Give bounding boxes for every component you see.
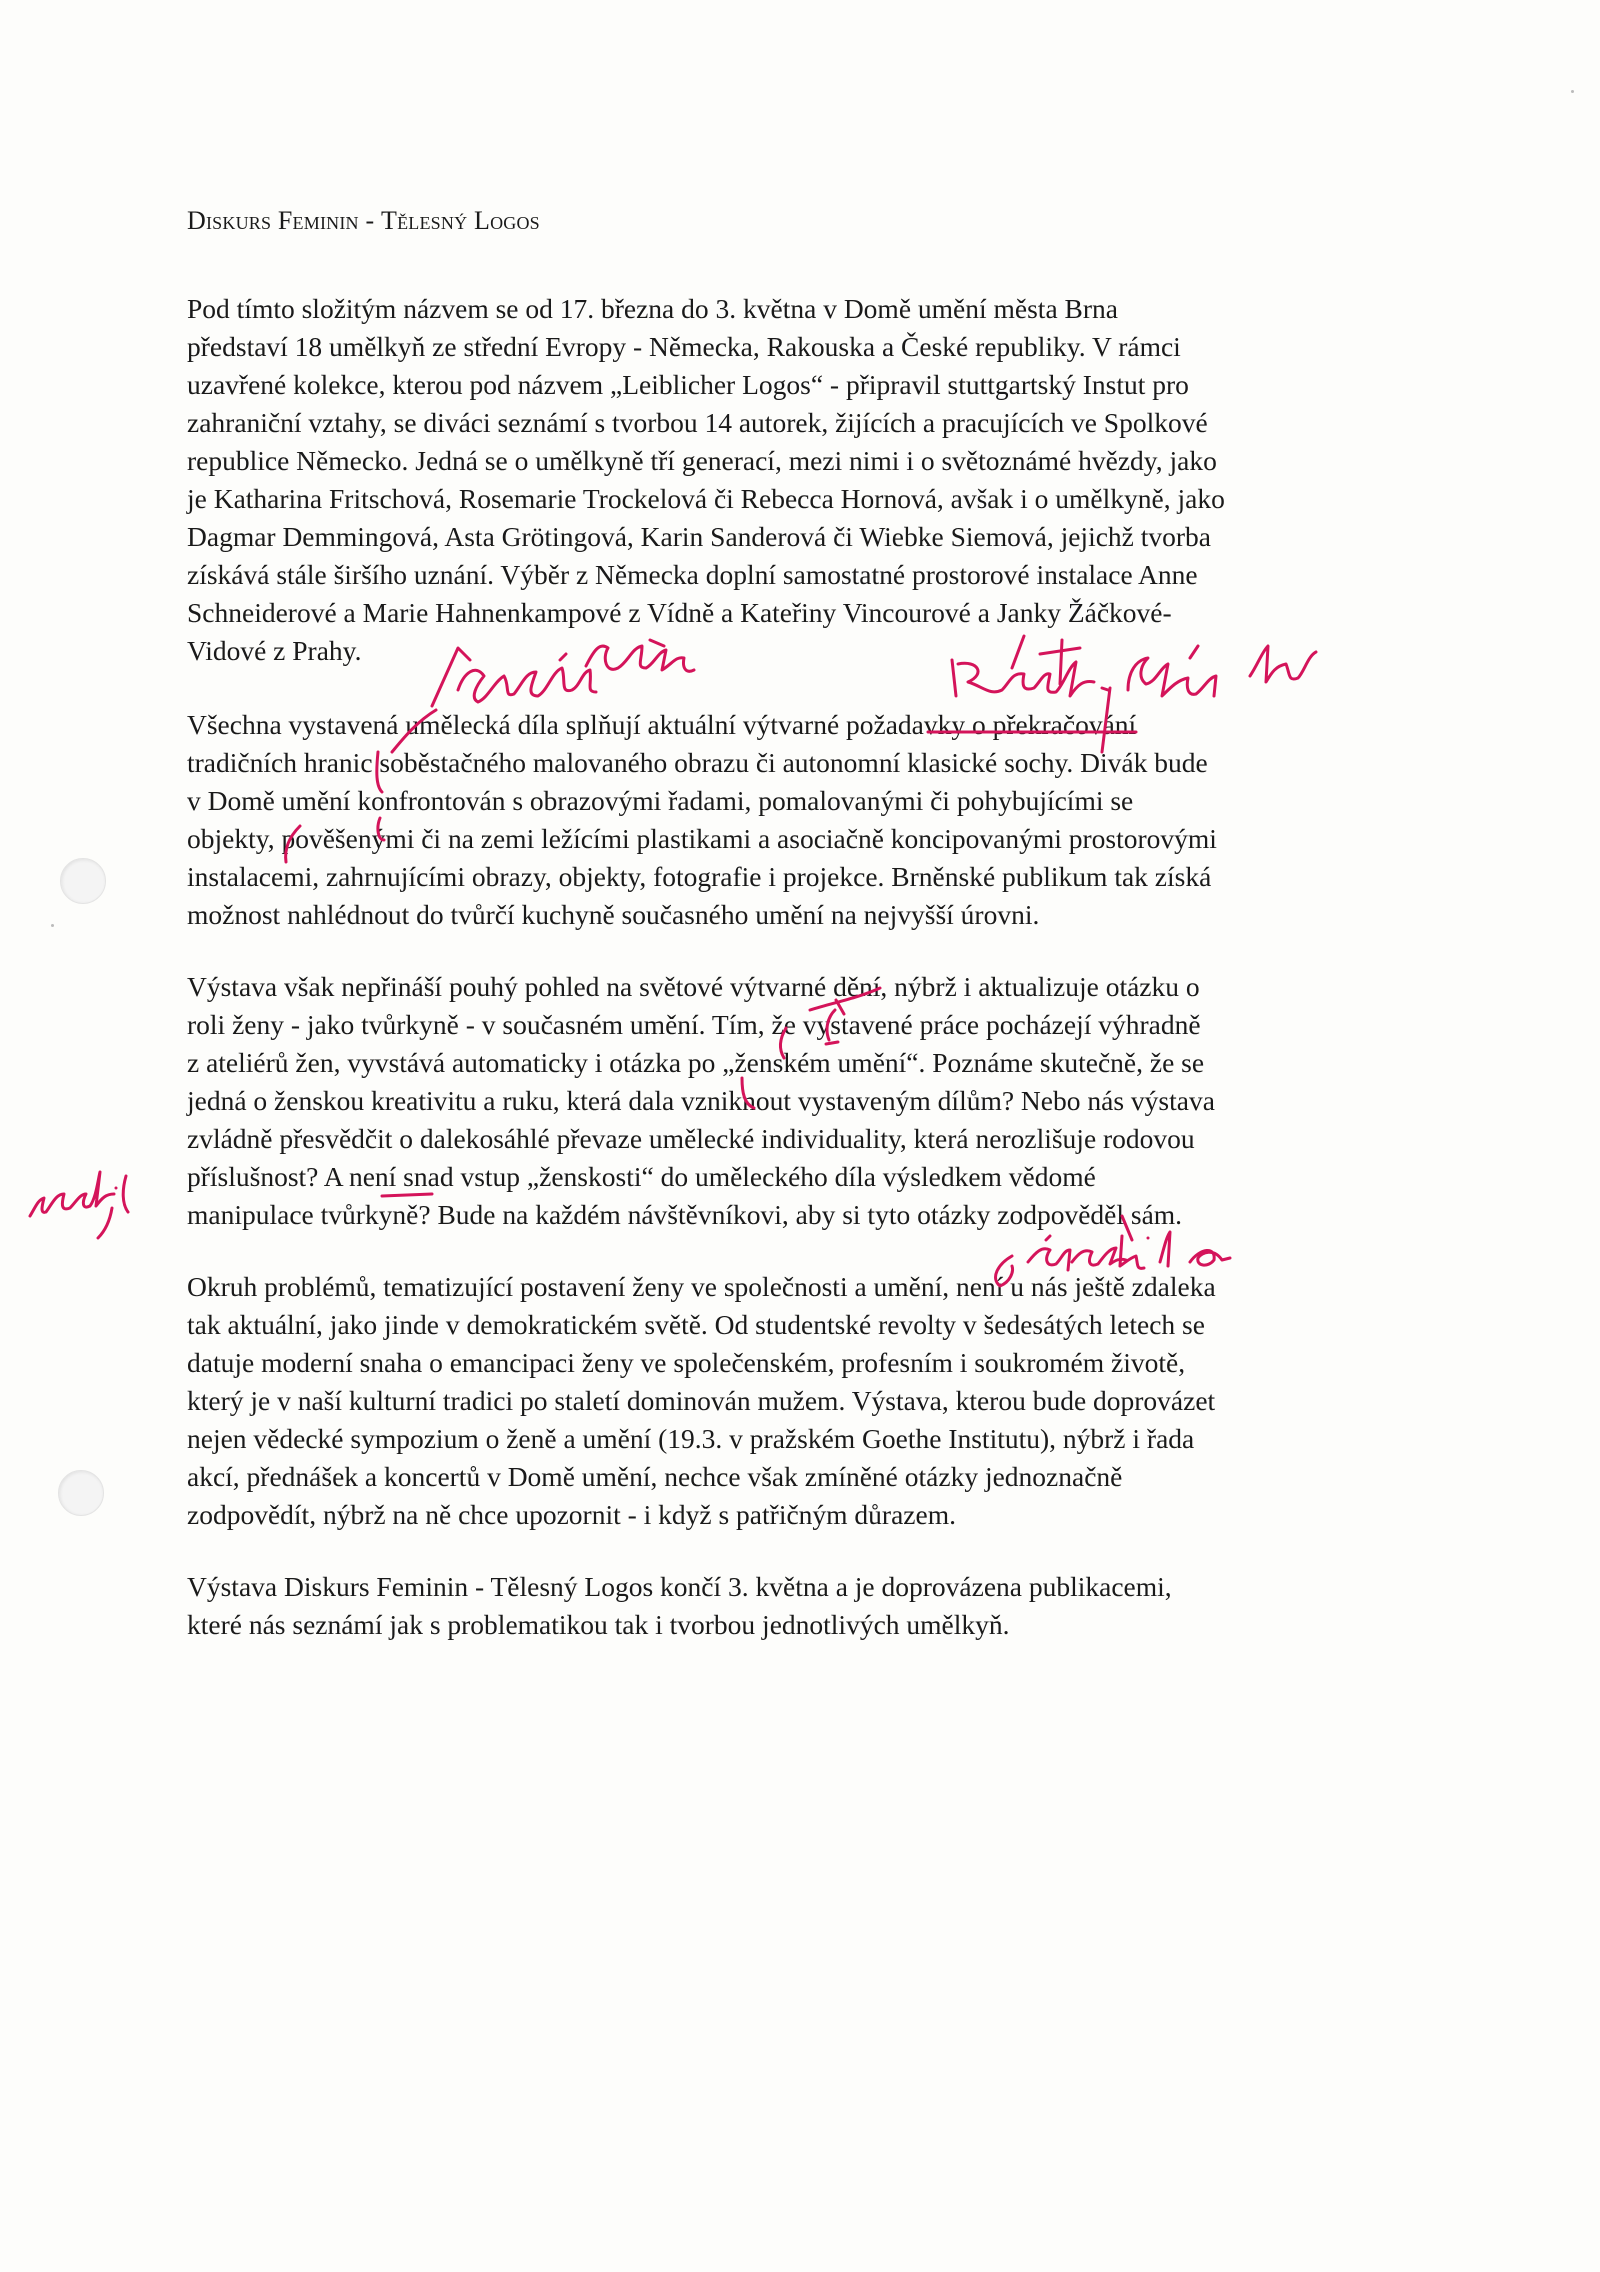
text-line: zodpovědít, nýbrž na ně chce upozornit - i když s patřičným důrazem. (187, 1499, 956, 1530)
text-line: tradičních hranic soběstačného malovaného obrazu či autonomní klasické sochy. Divák bude (187, 747, 1208, 778)
text-line: Výstava Diskurs Feminin - Tělesný Logos končí 3. května a je doprovázena publikacemi, (187, 1571, 1172, 1602)
scan-speck (1571, 90, 1574, 93)
title-part: Diskurs Feminin (187, 206, 359, 235)
margin-note-scribble (30, 1172, 114, 1216)
text-line: Všechna vystavená umělecká díla splňují aktuální výtvarné požadavky o překračování (187, 709, 1137, 740)
text-line: je Katharina Fritschová, Rosemarie Trockelová či Rebecca Hornová, avšak i o umělkyně, jako (187, 483, 1225, 514)
text-line: objekty, pověšenými či na zemi ležícími plastikami a asociačně koncipovanými prostorovými (187, 823, 1217, 854)
text-line: Pod tímto složitým názvem se od 17. března do 3. května v Domě umění města Brna (187, 293, 1118, 324)
punch-hole-bottom (58, 1470, 104, 1516)
text-line: tak aktuální, jako jinde v demokratickém světě. Od studentské revolty v šedesátých letech se (187, 1309, 1205, 1340)
paragraph (187, 290, 1427, 670)
text-line: v Domě umění konfrontován s obrazovými řadami, pomalovanými či pohybujícími se (187, 785, 1134, 816)
text-line: Výstava však nepřináší pouhý pohled na světové výtvarné dění, nýbrž i aktualizuje otázku o (187, 971, 1200, 1002)
scan-speck (51, 924, 54, 927)
text-line: datuje moderní snaha o emancipaci ženy ve společenském, profesním i soukromém životě, (187, 1347, 1186, 1378)
text-line: příslušnost? A není snad vstup „ženskosti“ do uměleckého díla výsledkem vědomé (187, 1161, 1096, 1192)
text-line: který je v naší kulturní tradici po staletí dominován mužem. Výstava, kterou bude doprovázet (187, 1385, 1216, 1416)
text-line: akcí, přednášek a koncertů v Domě umění, nechce však zmíněné otázky jednoznačně (187, 1461, 1123, 1492)
text-line: zahraniční vztahy, se diváci seznámí s tvorbou 14 autorek, žijících a pracujících ve Spolkové (187, 407, 1208, 438)
text-line: možnost nahlédnout do tvůrčí kuchyně současného umění na nejvyšší úrovni. (187, 899, 1040, 930)
text-line: z ateliérů žen, vyvstává automaticky i otázka po „ženském umění“. Poznáme skutečně, že se (187, 1047, 1205, 1078)
paragraph (187, 706, 1427, 934)
paragraph (187, 1568, 1427, 1644)
margin-note-scribble (98, 1176, 128, 1238)
text-line: roli ženy - jako tvůrkyně - v současném umění. Tím, že vystavené práce pocházejí výhradně (187, 1009, 1201, 1040)
text-line: republice Německo. Jedná se o umělkyně tří generací, mezi nimi i o světoznámé hvězdy, jako (187, 445, 1217, 476)
title-part: - (358, 206, 382, 235)
text-line: jedná o ženskou kreativitu a ruku, která dala vzniknout vystaveným dílům? Nebo nás výstava (187, 1085, 1215, 1116)
paragraph (187, 1268, 1427, 1534)
text-line: zvládně přesvědčit o dalekosáhlé převaze umělecké individuality, která nerozlišuje rodovou (187, 1123, 1195, 1154)
text-line: nejen vědecké sympozium o ženě a umění (19.3. v pražském Goethe Institutu), nýbrž i řada (187, 1423, 1195, 1454)
text-line: Vidové z Prahy. (187, 635, 362, 666)
document-body (187, 202, 1427, 1678)
text-line: Schneiderové a Marie Hahnenkampové z Vídně a Kateřiny Vincourové a Janky Žáčkové- (187, 597, 1172, 628)
text-line: manipulace tvůrkyně? Bude na každém návštěvníkovi, aby si tyto otázky zodpověděl sám. (187, 1199, 1183, 1230)
text-line: Okruh problémů, tematizující postavení ženy ve společnosti a umění, není u nás ještě zdaleka (187, 1271, 1216, 1302)
text-line: získává stále širšího uznání. Výběr z Německa doplní samostatné prostorové instalace Anne (187, 559, 1198, 590)
text-line: Dagmar Demmingová, Asta Grötingová, Karin Sanderová či Wiebke Siemová, jejichž tvorba (187, 521, 1211, 552)
text-line: představí 18 umělkyň ze střední Evropy - Německa, Rakouska a České republiky. V rámci (187, 331, 1181, 362)
paragraph (187, 968, 1427, 1234)
text-line: uzavřené kolekce, kterou pod názvem „Leiblicher Logos“ - připravil stuttgartský Instut pro (187, 369, 1189, 400)
text-line: které nás seznámí jak s problematikou tak i tvorbou jednotlivých umělkyň. (187, 1609, 1010, 1640)
document-title (187, 202, 1427, 240)
text-line: instalacemi, zahrnujícími obrazy, objekty, fotografie i projekce. Brněnské publikum tak získá (187, 861, 1212, 892)
title-part: Tělesný Logos (381, 206, 540, 235)
punch-hole-top (60, 858, 106, 904)
